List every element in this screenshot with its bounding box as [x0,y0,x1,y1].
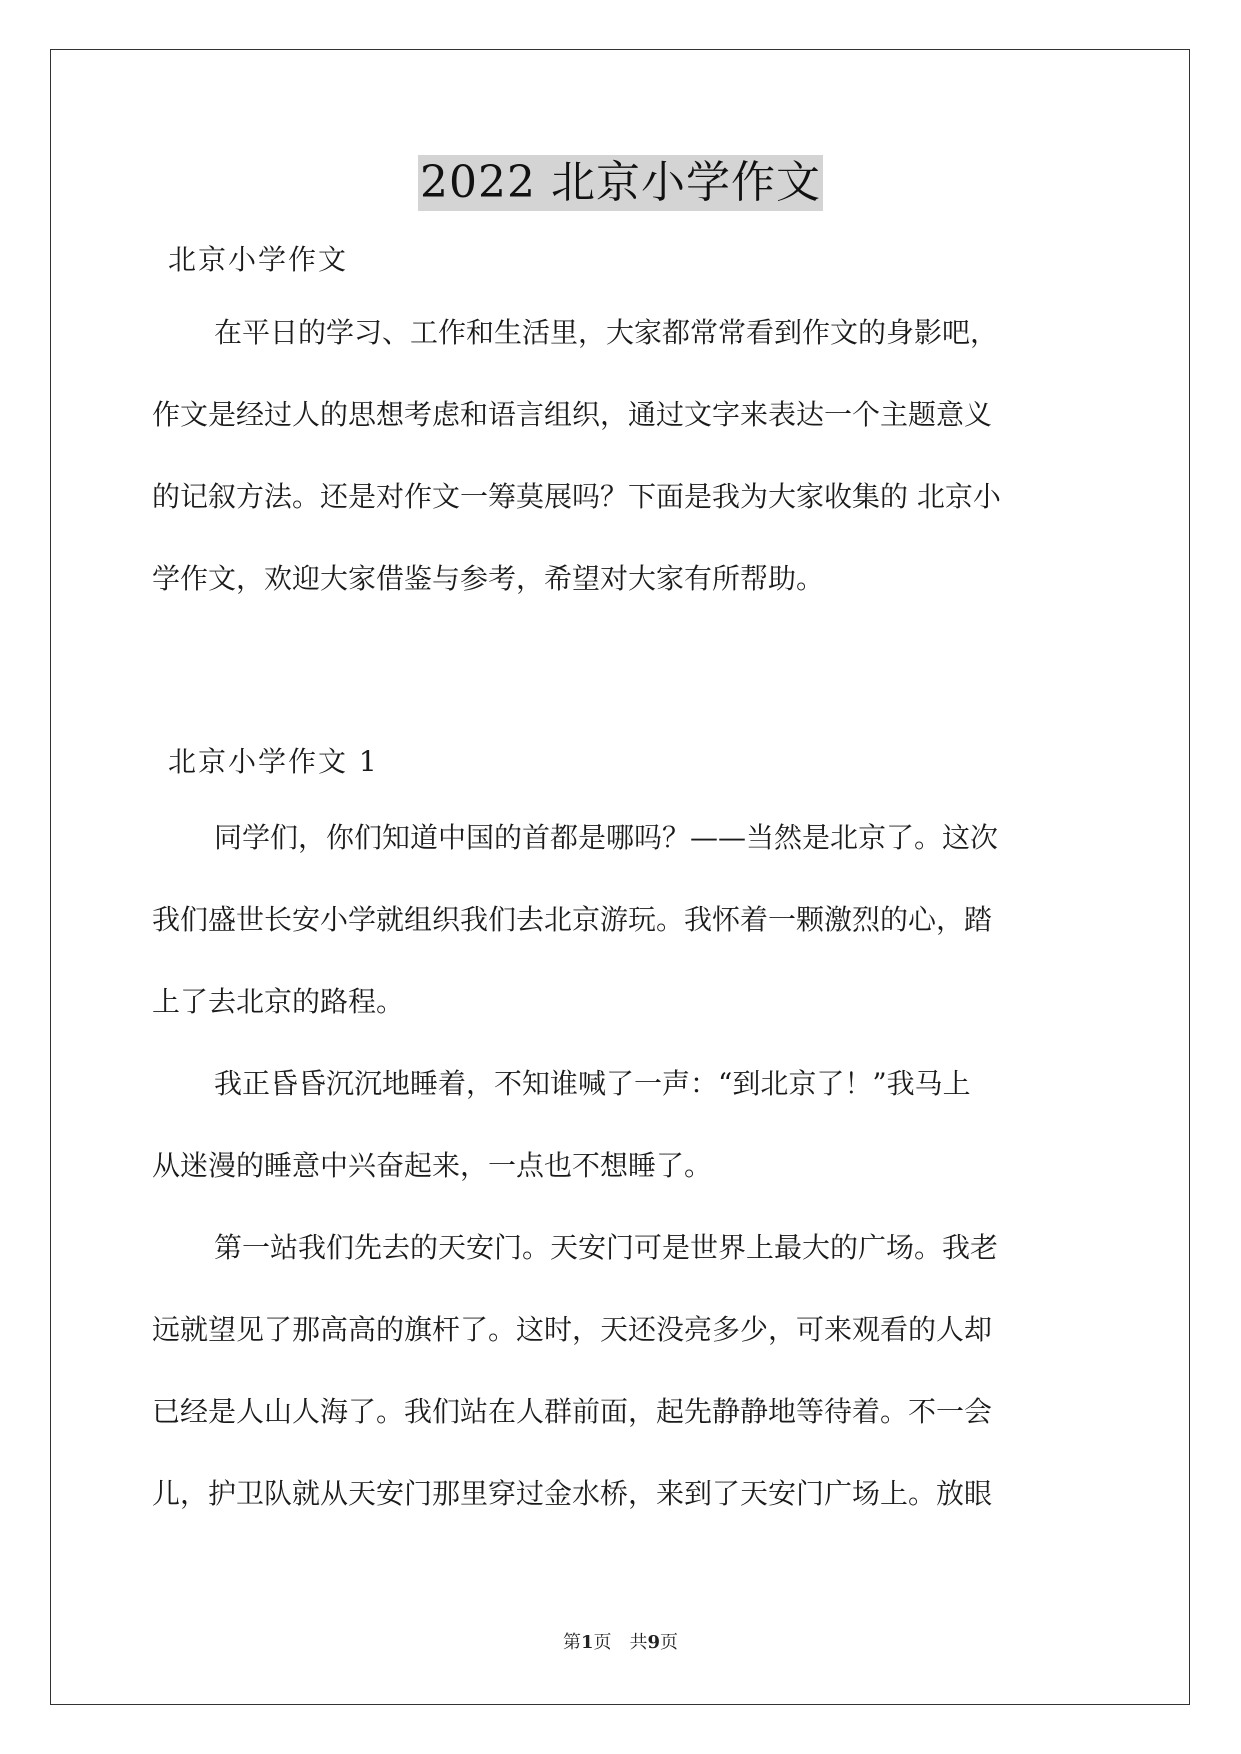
document-title: 2022 北京小学作文 [418,155,823,211]
paragraph-line: 远就望见了那高高的旗杆了。这时，天还没亮多少，可来观看的人却 [152,1313,993,1346]
intro-heading: 北京小学作文 [168,243,349,276]
current-page-number: 1 [580,1632,594,1653]
paragraph-1 [152,818,1089,1022]
paragraph-line: 我们盛世长安小学就组织我们去北京游玩。我怀着一颗激烈的心，踏 [152,903,993,936]
paragraph-line: 在平日的学习、工作和生活里，大家都常常看到作文的身影吧， [214,316,999,349]
page-footer [0,1631,1241,1655]
title-container [0,155,1241,211]
paragraph-line: 上了去北京的路程。 [152,985,405,1018]
paragraph-line: 已经是人山人海了。我们站在人群前面，起先静静地等待着。不一会 [152,1395,993,1428]
page-suffix: 页 [660,1632,679,1653]
paragraph-line: 第一站我们先去的天安门。天安门可是世界上最大的广场。我老 [214,1231,999,1264]
paragraph-line: 儿，护卫队就从天安门那里穿过金水桥，来到了天安门广场上。放眼 [152,1477,993,1510]
paragraph-line: 的记叙方法。还是对作文一筹莫展吗？下面是我为大家收集的 北京小 [152,480,1001,513]
paragraph-2 [152,1064,1089,1186]
paragraph-3 [152,1228,1089,1514]
paragraph-line: 从迷漫的睡意中兴奋起来，一点也不想睡了。 [152,1149,713,1182]
paragraph-line: 学作文，欢迎大家借鉴与参考，希望对大家有所帮助。 [152,562,825,595]
total-page-number: 9 [647,1632,661,1653]
paragraph-line: 作文是经过人的思想考虑和语言组织，通过文字来表达一个主题意义 [152,398,993,431]
paragraph-line: 同学们，你们知道中国的首都是哪吗？——当然是北京了。这次 [214,821,999,854]
page-mid: 页 共 [593,1632,648,1653]
section-heading: 北京小学作文 1 [168,745,379,778]
paragraph-line: 我正昏昏沉沉地睡着，不知谁喊了一声：“到北京了！”我马上 [214,1067,971,1100]
intro-paragraph [152,313,1089,599]
page-prefix: 第 [562,1632,581,1653]
